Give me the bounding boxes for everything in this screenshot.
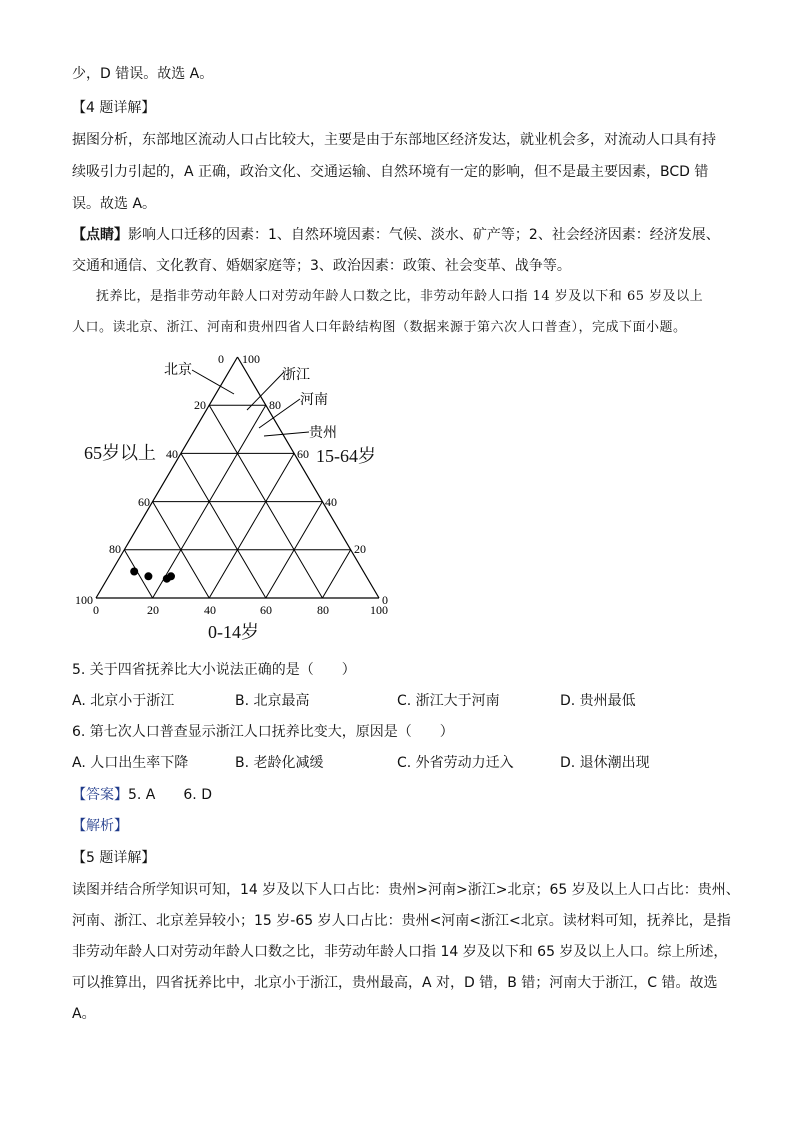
text-line: 据图分析，东部地区流动人口占比较大，主要是由于东部地区经济发达，就业机会多，对流动人口具有持 bbox=[72, 132, 716, 148]
tick-bottom: 80 bbox=[317, 603, 329, 617]
explanation-line: 可以推算出，四省抚养比中，北京小于浙江，贵州最高，A 对，D 错，B 错；河南大于浙江，C 错。故选 bbox=[72, 975, 718, 991]
tick-right: 0 bbox=[382, 593, 388, 607]
answer-text: 5. A 6. D bbox=[128, 787, 212, 803]
tick-left: 100 bbox=[75, 593, 93, 607]
tick-left: 0 bbox=[218, 352, 224, 366]
material-line: 抚养比，是指非劳动年龄人口对劳动年龄人口数之比，非劳动年龄人口指 14 岁及以下和 65 岁及以上 bbox=[96, 289, 704, 304]
grid-line bbox=[322, 550, 350, 598]
q6-option-a[interactable]: A. 人口出生率下降 bbox=[72, 755, 189, 771]
axis-label-right: 15-64岁 bbox=[316, 446, 376, 466]
material-line: 人口。读北京、浙江、河南和贵州四省人口年龄结构图（数据来源于第六次人口普查），完成下面小题。 bbox=[72, 320, 687, 335]
q6-option-b[interactable]: B. 老龄化减缓 bbox=[235, 755, 324, 771]
answer-tag: 【答案】 bbox=[72, 787, 128, 803]
grid-line bbox=[209, 453, 294, 598]
tick-left: 40 bbox=[166, 447, 178, 461]
tick-right: 100 bbox=[242, 352, 260, 366]
tick-bottom: 60 bbox=[260, 603, 272, 617]
q5-stem: 5. 关于四省抚养比大小说法正确的是（ ） bbox=[72, 662, 356, 678]
ternary-chart bbox=[66, 346, 396, 646]
leader-line-guizhou bbox=[264, 432, 309, 436]
point-label-zhejiang: 浙江 bbox=[282, 368, 310, 383]
q5-option-d[interactable]: D. 贵州最低 bbox=[560, 693, 636, 709]
tick-right: 80 bbox=[269, 398, 281, 412]
grid-line bbox=[181, 453, 266, 598]
tick-right: 60 bbox=[297, 447, 309, 461]
section-tag-q4: 【4 题详解】 bbox=[72, 100, 156, 116]
q5-option-c[interactable]: C. 浙江大于河南 bbox=[397, 693, 500, 709]
answer-line bbox=[72, 785, 212, 805]
data-point-beijing bbox=[130, 568, 138, 576]
tick-bottom: 0 bbox=[93, 603, 99, 617]
tick-left: 80 bbox=[109, 542, 121, 556]
tick-bottom: 20 bbox=[147, 603, 159, 617]
text-line: 交通和通信、文化教育、婚姻家庭等；3、政治因素：政策、社会变革、战争等。 bbox=[72, 258, 571, 274]
text-line: 续吸引力引起的，A 正确，政治文化、交通运输、自然环境有一定的影响，但不是最主要因素，BCD 错 bbox=[72, 164, 709, 180]
explanation-line: 河南、浙江、北京差异较小；15 岁-65 岁人口占比：贵州<河南<浙江<北京。读材料可知，抚养比，是指 bbox=[72, 913, 731, 929]
dianjing-tag: 【点睛】 bbox=[72, 227, 128, 243]
point-label-henan: 河南 bbox=[300, 393, 328, 408]
triangle-edge bbox=[96, 357, 238, 598]
point-label-beijing: 北京 bbox=[164, 363, 192, 378]
explanation-line: A。 bbox=[72, 1006, 96, 1022]
data-point-zhejiang bbox=[144, 572, 152, 580]
explanation-line: 非劳动年龄人口对劳动年龄人口数之比，非劳动年龄人口指 14 岁及以下和 65 岁及以上人口。综上所述， bbox=[72, 944, 728, 960]
data-point-guizhou bbox=[167, 572, 175, 580]
text-line: 少，D 错误。故选 A。 bbox=[72, 66, 214, 82]
tick-bottom: 40 bbox=[204, 603, 216, 617]
q5-option-a[interactable]: A. 北京小于浙江 bbox=[72, 693, 175, 709]
q6-stem: 6. 第七次人口普查显示浙江人口抚养比变大，原因是（ ） bbox=[72, 724, 454, 740]
dianjing-line bbox=[72, 225, 720, 245]
tick-right: 20 bbox=[354, 542, 366, 556]
q6-option-d[interactable]: D. 退休潮出现 bbox=[560, 755, 650, 771]
q5-option-b[interactable]: B. 北京最高 bbox=[235, 693, 310, 709]
explanation-line: 读图并结合所学知识可知，14 岁及以下人口占比：贵州>河南>浙江>北京；65 岁及以上人口占比：贵州、 bbox=[72, 882, 740, 898]
tick-bottom: 100 bbox=[370, 603, 388, 617]
analysis-tag: 【解析】 bbox=[72, 818, 128, 834]
axis-label-bottom: 0-14岁 bbox=[208, 622, 259, 642]
point-label-guizhou: 贵州 bbox=[309, 426, 337, 441]
tick-right: 40 bbox=[325, 495, 337, 509]
text-line: 误。故选 A。 bbox=[72, 196, 157, 212]
tick-left: 60 bbox=[138, 495, 150, 509]
section-tag-q5: 【5 题详解】 bbox=[72, 850, 156, 866]
axis-label-left: 65岁以上 bbox=[84, 443, 156, 463]
dianjing-text: 影响人口迁移的因素：1、自然环境因素：气候、淡水、矿产等；2、社会经济因素：经济发展、 bbox=[128, 227, 720, 243]
tick-left: 20 bbox=[194, 398, 206, 412]
q6-option-c[interactable]: C. 外省劳动力迁入 bbox=[397, 755, 514, 771]
